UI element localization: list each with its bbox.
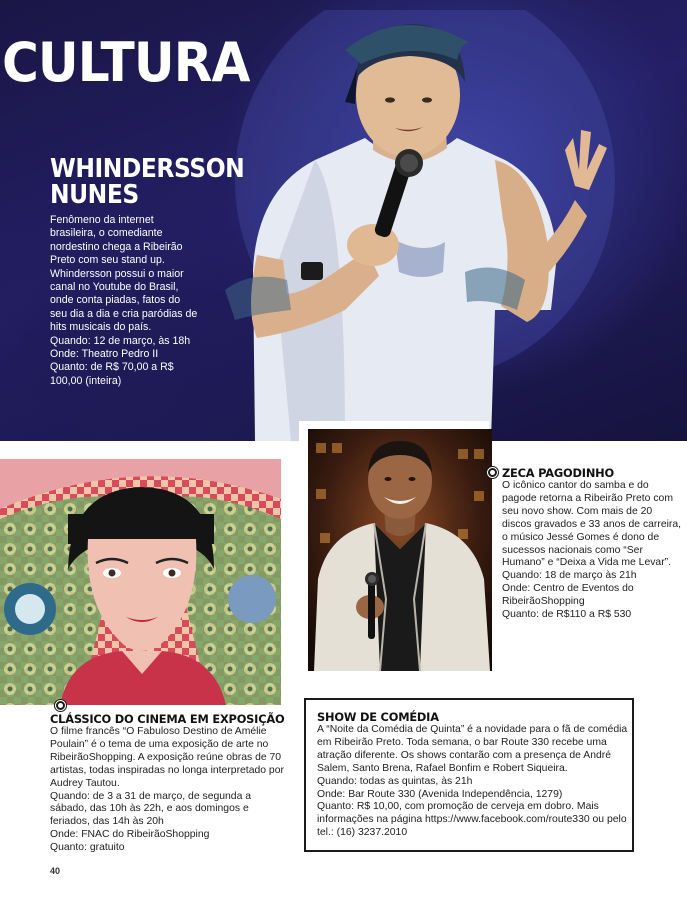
classico-title: CLÁSSICO DO CINEMA EM EXPOSIÇÃO [50,712,285,726]
feature-where: Onde: Theatro Pedro II [50,348,159,361]
zeca-when: Quando: 18 de março às 21h [502,570,637,582]
comedy-description: A “Noite da Comédia de Quinta” é a novidade para o fã de comédia em Ribeirão Preto. Toda semana, o bar Route 330 recebe uma atração diferente. Os shows contarão com a presença de André Salem, Santo Brena, Rafael Bonfim e Robert Siqueira. [317,724,628,774]
feature-price: Quanto: de R$ 70,00 a R$ 100,00 (inteira) [50,361,174,387]
classico-description: O filme francês “O Fabuloso Destino de Amélie Poulain” é o tema de uma exposição de arte no RibeirãoShopping. A exposição reúne obras de 70 artistas, todas inspiradas no longa interpretado por Audrey Tautou. [50,726,284,789]
comedy-price: Quanto: R$ 10,00, com promoção de cerveja em dobro. Mais informações na página https://www.facebook.com/route330 ou pelo tel.: (16) 3237.2010 [317,801,627,839]
bullet-marker-icon [487,467,498,478]
zeca-price: Quanto: de R$110 a R$ 530 [502,609,632,621]
zeca-title: ZECA PAGODINHO [502,466,614,480]
comedy-title: SHOW DE COMÉDIA [317,710,439,724]
comedy-box [304,698,634,852]
feature-description: Fenômeno da internet brasileira, o comediante nordestino chega a Ribeirão Preto com seu stand up. Whindersson possui o maior canal no Youtube do Brasil, onde conta piadas, fatos do seu dia a dia e cria paródias de hits musicais do país. [50,214,198,334]
feature-when: Quando: 12 de março, às 18h [50,334,191,347]
classico-feature [50,712,286,855]
classico-where: Onde: FNAC do RibeirãoShopping [50,829,210,841]
zeca-description: O icônico cantor do samba e do pagode retorna a Ribeirão Preto com seu novo show. Com mais de 20 discos gravados e 33 anos de carreira, o músico Jessé Gomes é dono de sucessos nacionais como “Ser Humano” e “Deixa a Vida me Levar”. [502,480,682,569]
zeca-where: Onde: Centro de Eventos do RibeirãoShopping [502,583,634,608]
comedian-photo [195,10,625,441]
section-title: CULTURA [2,31,250,94]
bullet-marker-icon [55,700,66,711]
singer-photo [308,429,492,671]
page-number: 40 [50,866,61,876]
classico-price: Quanto: gratuito [50,842,125,854]
classico-when: Quando: de 3 a 31 de março, de segunda a sábado, das 10h às 22h, e aos domingos e feriados, das 14h às 20h [50,790,252,828]
comedy-feature [317,710,629,840]
zeca-feature [502,466,682,622]
feature-title-line2: NUNES [50,180,139,210]
whindersson-feature [50,156,250,388]
feature-title-line1: WHINDERSSON [50,154,245,184]
amelie-painting [0,459,281,705]
comedy-where: Onde: Bar Route 330 (Avenida Independência, 1279) [317,788,563,800]
hero-banner [0,0,687,441]
comedy-when: Quando: todas as quintas, às 21h [317,775,473,787]
